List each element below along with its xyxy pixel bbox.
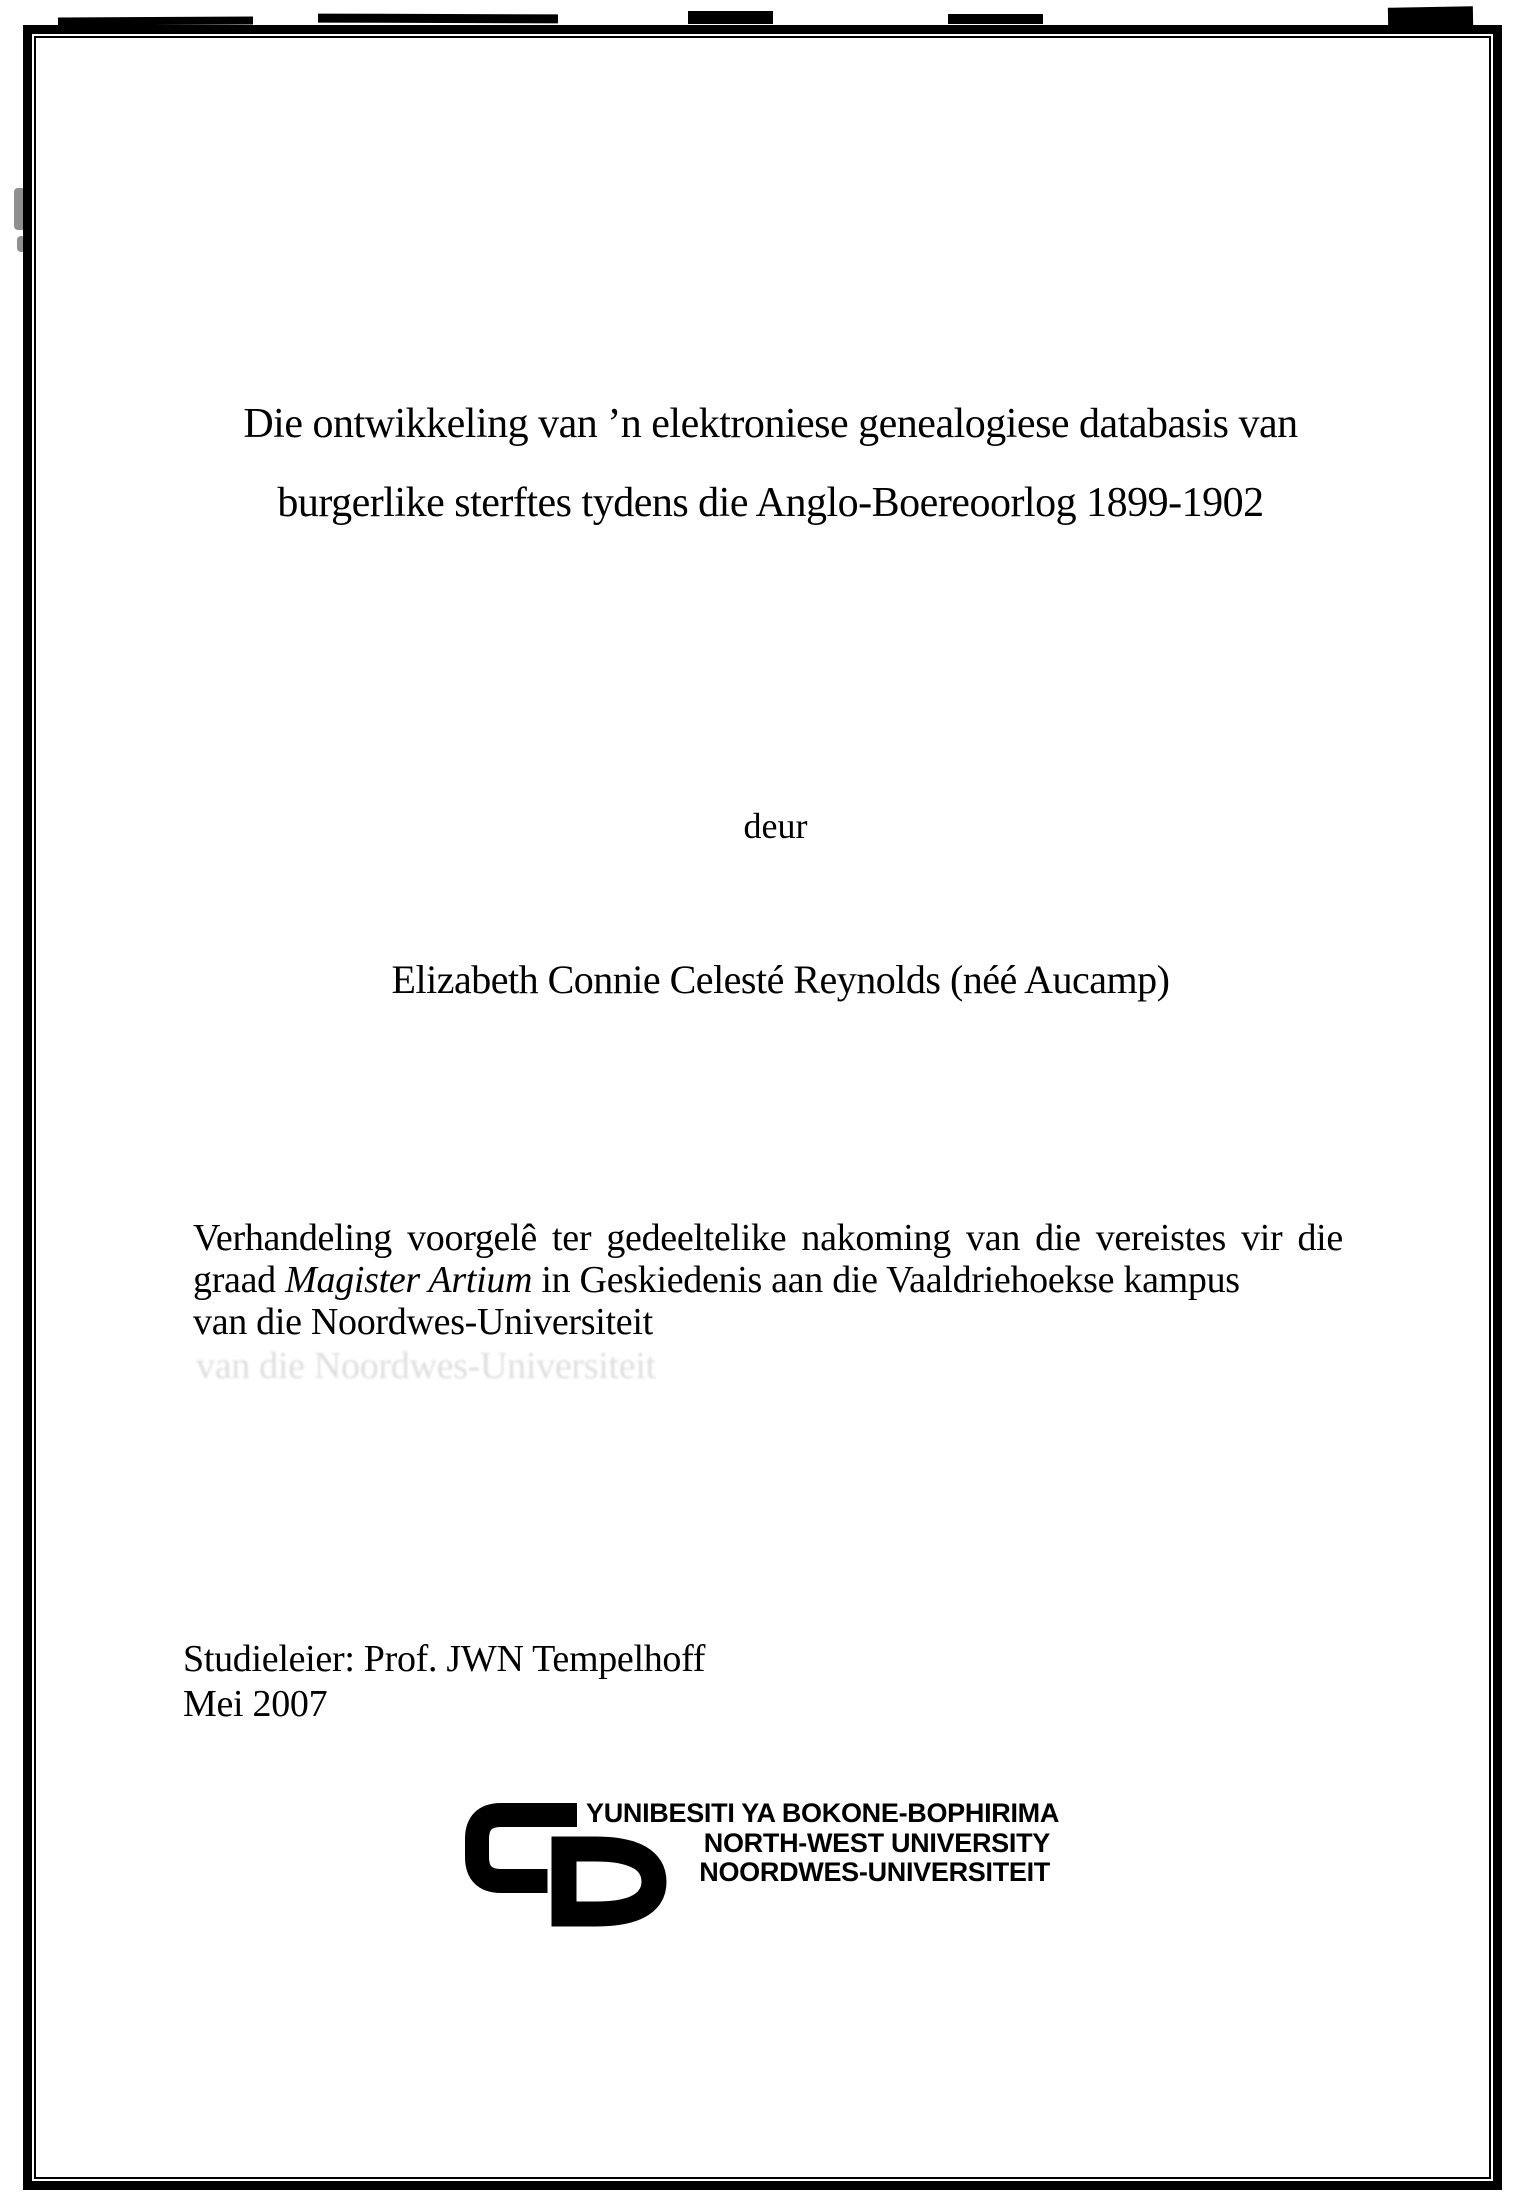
degree-note-line1: Verhandeling voorgelê ter gedeeltelike nakoming van die vereistes vir die — [193, 1217, 1343, 1259]
degree-note-line2-pre: graad — [193, 1259, 286, 1301]
degree-note-line2-post: in Geskiedenis aan die Vaaldriehoekse kampus — [532, 1259, 1240, 1301]
scan-streak — [1388, 6, 1473, 26]
author-name: Elizabeth Connie Celesté Reynolds (néé Aucamp) — [391, 957, 1170, 1002]
supervisor-block — [183, 1637, 705, 1727]
logo-line-setswana: YUNIBESITI YA BOKONE-BOPHIRIMA — [586, 1798, 1060, 1828]
scan-streak — [688, 11, 773, 24]
date-line: Mei 2007 — [183, 1683, 328, 1725]
supervisor-line: Studieleier: Prof. JWN Tempelhoff — [183, 1638, 706, 1680]
thesis-title-line1: Die ontwikkeling van ’n elektroniese genealogiese databasis van — [243, 401, 1298, 447]
logo-line-english: NORTH-WEST UNIVERSITY — [703, 1827, 1050, 1858]
degree-note-line3-ghost: van die Noordwes-Universiteit — [196, 1345, 656, 1387]
degree-note-line2-italic: Magister Artium — [285, 1259, 533, 1301]
degree-note — [193, 1217, 1343, 1343]
thesis-title-line2: burgerlike sterftes tydens die Anglo-Boereoorlog 1899-1902 — [277, 480, 1264, 526]
thesis-title — [0, 385, 1527, 543]
scan-streak — [948, 14, 1043, 24]
degree-note-line2 — [193, 1259, 1343, 1301]
degree-note-line3: van die Noordwes-Universiteit — [193, 1301, 653, 1343]
scan-streak — [318, 14, 558, 24]
byline-deur: deur — [743, 806, 808, 846]
logo-line-afrikaans: NOORDWES-UNIVERSITEIT — [699, 1857, 1050, 1887]
university-logo-text — [586, 1798, 1060, 1888]
